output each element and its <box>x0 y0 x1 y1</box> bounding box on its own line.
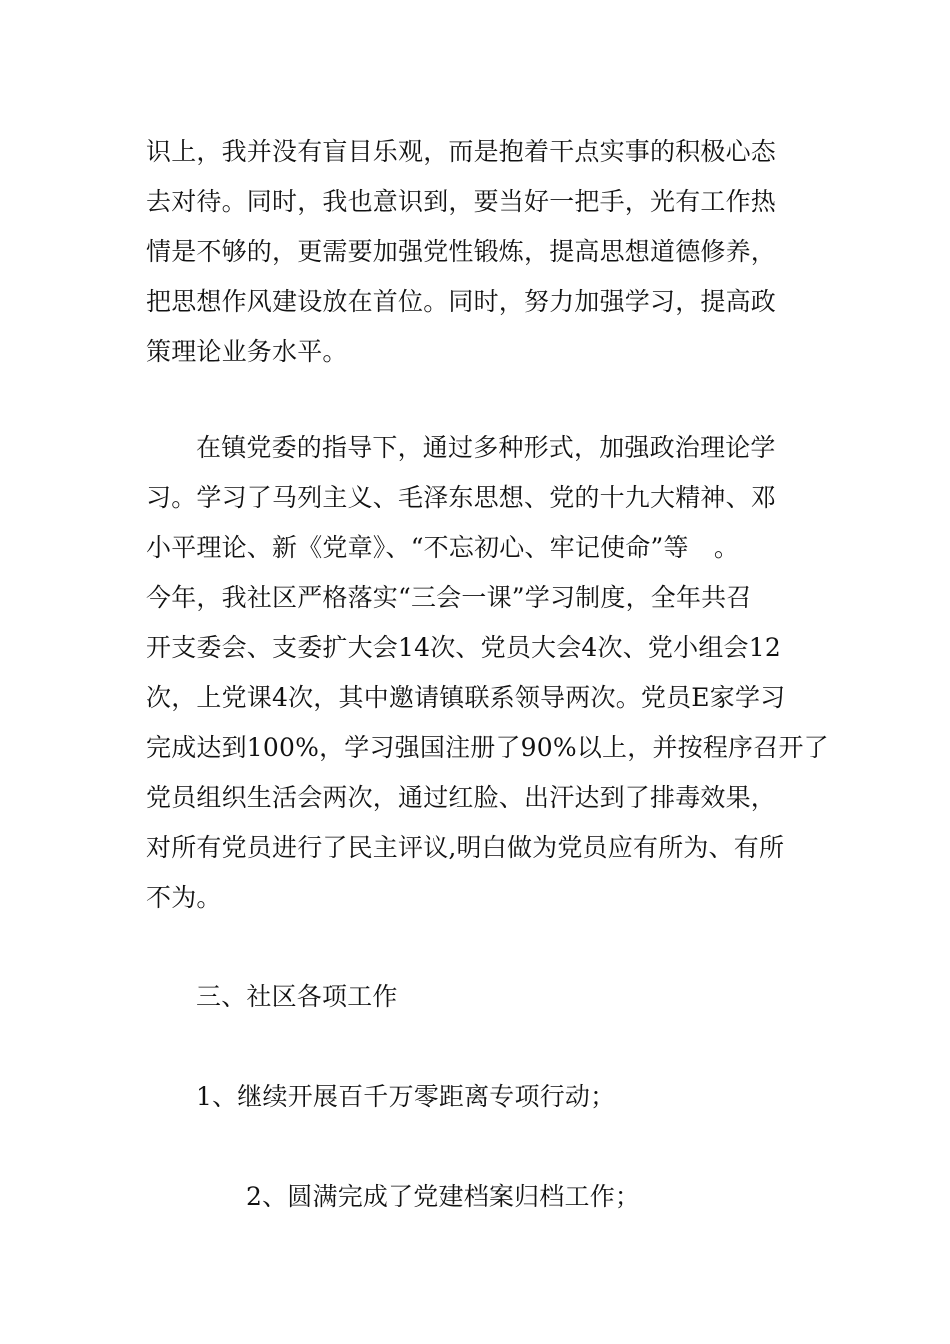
text-line: 去对待。同时，我也意识到，要当好一把手，光有工作热 <box>146 187 777 216</box>
text-line: 不为。 <box>146 883 222 912</box>
text-line: 次，上党课4次，其中邀请镇联系领导两次。党员E家学习 <box>146 683 786 712</box>
text-line: 小平理论、新《党章》、“不忘初心、牢记使命”等 。 <box>146 533 740 562</box>
text-line: 策理论业务水平。 <box>146 337 348 366</box>
text-line: 党员组织生活会两次，通过红脸、出汗达到了排毒效果， <box>146 783 777 812</box>
section-heading: 三、社区各项工作 <box>196 982 398 1011</box>
text-line: 对所有党员进行了民主评议,明白做为党员应有所为、有所 <box>146 833 785 862</box>
text-line: 今年，我社区严格落实“三会一课”学习制度，全年共召 <box>146 583 752 612</box>
text-line: 把思想作风建设放在首位。同时，努力加强学习，提高政 <box>146 287 777 316</box>
list-item: 2、圆满完成了党建档案归档工作； <box>246 1182 641 1211</box>
text-line: 完成达到100%，学习强国注册了90%以上，并按程序召开了 <box>146 733 829 762</box>
text-line: 在镇党委的指导下，通过多种形式，加强政治理论学 <box>196 433 776 462</box>
text-line: 习。学习了马列主义、毛泽东思想、党的十九大精神、邓 <box>146 483 777 512</box>
list-item: 1、继续开展百千万零距离专项行动； <box>196 1082 616 1111</box>
text-line: 情是不够的，更需要加强党性锻炼，提高思想道德修养， <box>146 237 777 266</box>
text-line: 开支委会、支委扩大会14次、党员大会4次、党小组会12 <box>146 633 781 662</box>
text-line: 识上，我并没有盲目乐观，而是抱着干点实事的积极心态 <box>146 137 777 166</box>
